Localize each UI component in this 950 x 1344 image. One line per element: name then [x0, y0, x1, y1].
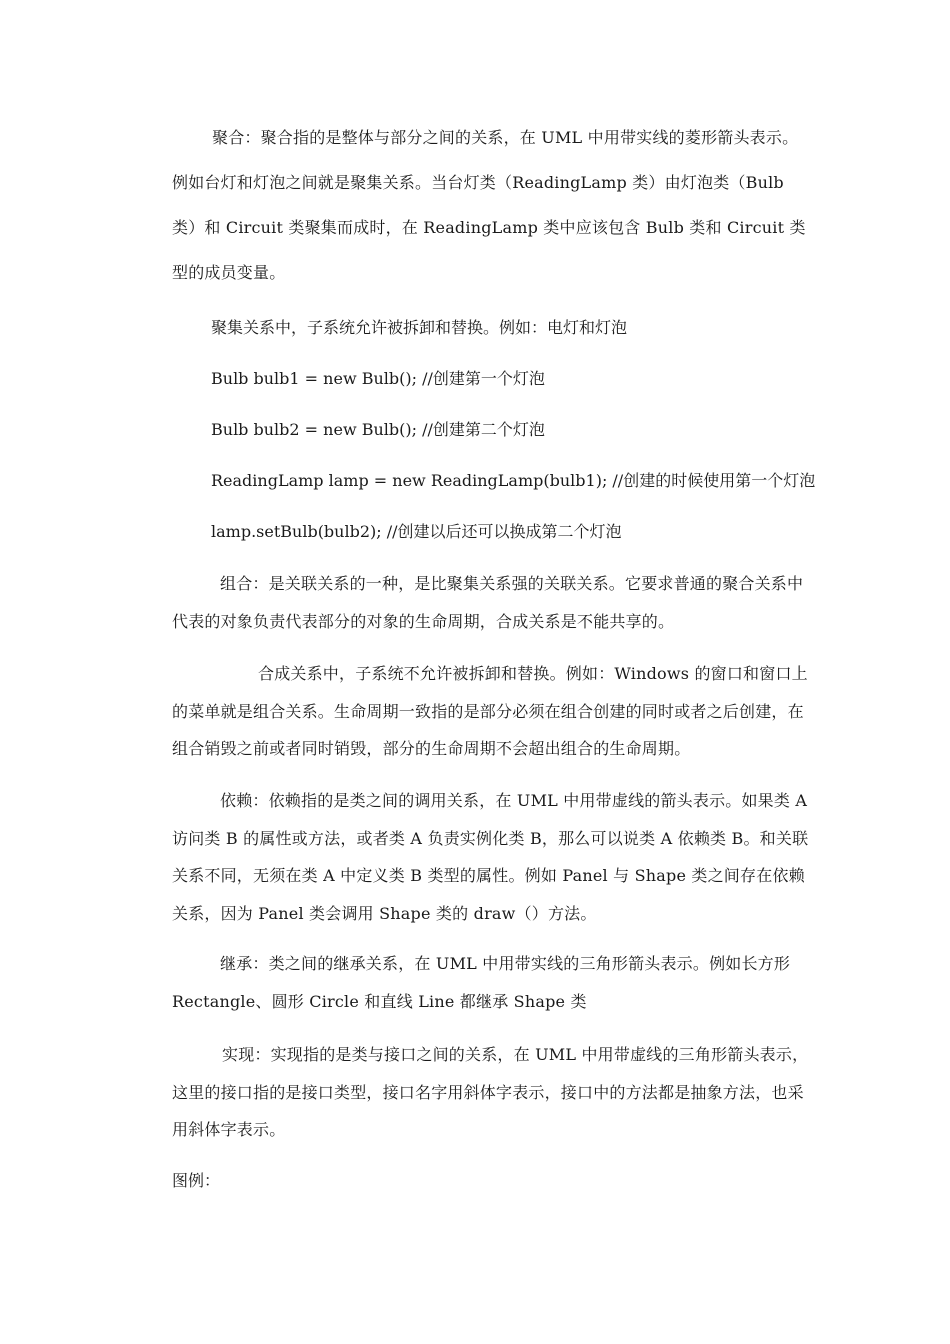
- paragraph-composition: 组合：是关联关系的一种，是比聚集关系强的关联关系。它要求普通的聚合关系中代表的对象负责代表部分的对象的生命周期，合成关系是不能共享的。: [172, 574, 804, 631]
- code-line-2: Bulb bulb2 = new Bulb(); //创建第二个灯泡: [211, 420, 545, 439]
- legend-label: 图例：: [172, 1171, 221, 1190]
- paragraph-aggregation-note: 聚集关系中，子系统允许被拆卸和替换。例如：电灯和灯泡: [211, 318, 628, 337]
- paragraph-dependency: 依赖：依赖指的是类之间的调用关系，在 UML 中用带虚线的箭头表示。如果类 A 访问类 B 的属性或方法，或者类 A 负责实例化类 B，那么可以说类 A 依赖类 B。和关联关系不同，无须在类 A 中定义类 B 类型的属性。例如 Panel 与 Shape 类之间存在依赖关系，因为 Panel 类会调用 Shape 类的 draw（）方法。: [172, 791, 809, 923]
- code-line-3: ReadingLamp lamp = new ReadingLamp(bulb1); //创建的时候使用第一个灯泡: [211, 471, 816, 490]
- paragraph-realization: 实现：实现指的是类与接口之间的关系，在 UML 中用带虚线的三角形箭头表示，这里的接口指的是接口类型，接口名字用斜体字表示，接口中的方法都是抽象方法，也采用斜体字表示。: [172, 1045, 809, 1139]
- paragraph-inheritance: 继承：类之间的继承关系，在 UML 中用带实线的三角形箭头表示。例如长方形 Rectangle、圆形 Circle 和直线 Line 都继承 Shape 类: [172, 954, 791, 1011]
- code-line-4: lamp.setBulb(bulb2); //创建以后还可以换成第二个灯泡: [211, 522, 622, 541]
- paragraph-aggregation: 聚合：聚合指的是整体与部分之间的关系，在 UML 中用带实线的菱形箭头表示。例如台灯和灯泡之间就是聚集关系。当台灯类（ReadingLamp 类）由灯泡类（Bulb 类）和 Circuit 类聚集而成时，在 ReadingLamp 类中应该包含 Bulb 类和 Circuit 类型的成员变量。: [172, 128, 806, 282]
- code-line-1: Bulb bulb1 = new Bulb(); //创建第一个灯泡: [211, 369, 545, 388]
- paragraph-composition-note: 合成关系中，子系统不允许被拆卸和替换。例如：Windows 的窗口和窗口上的菜单就是组合关系。生命周期一致指的是部分必须在组合创建的同时或者之后创建，在组合销毁之前或者同时销毁，部分的生命周期不会超出组合的生命周期。: [172, 664, 808, 758]
